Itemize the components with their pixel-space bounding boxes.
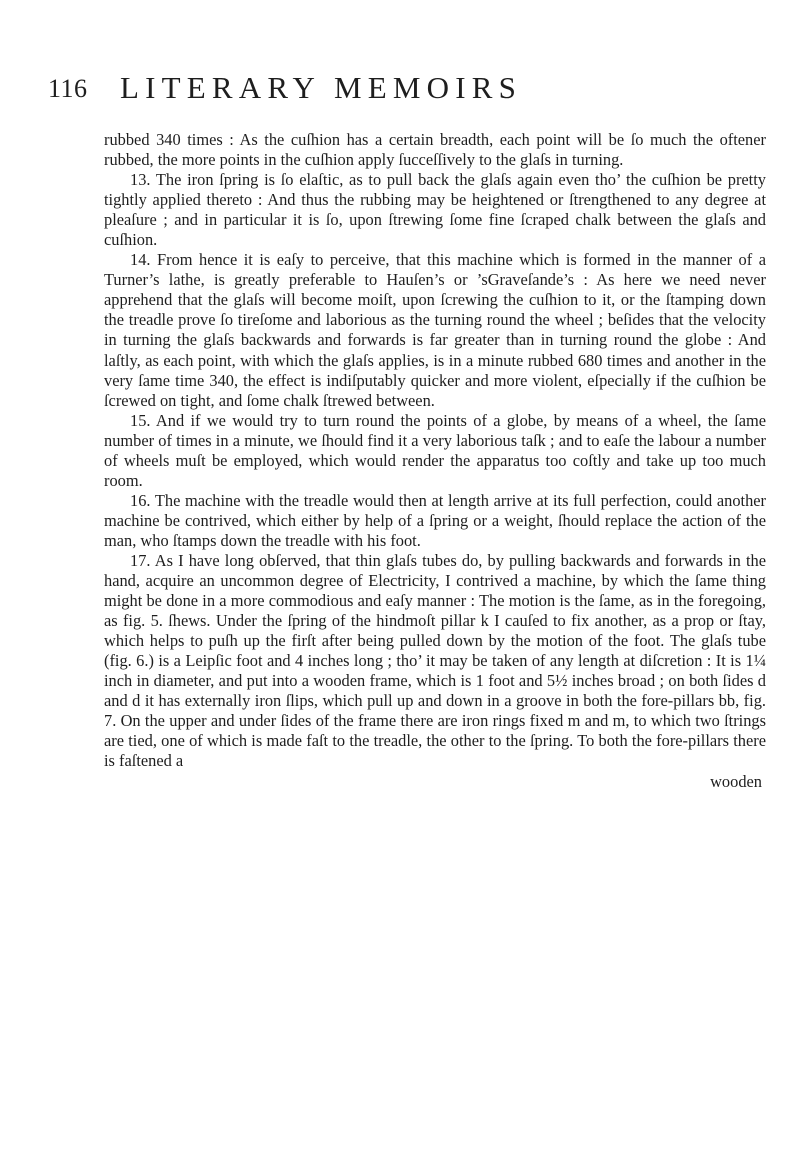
paragraph-16: 16. The machine with the treadle would then at length arrive at its full perfection, could another machine be contrived, which either by help of a ſpring or a weight, ſhould replace the action of the man, who ſtamps down the treadle with his foot. (104, 490, 766, 550)
paragraph-14: 14. From hence it is eaſy to perceive, that this machine which is formed in the manner of a Turner’s lathe, is greatly preferable to Hauſen’s or ’sGraveſande’s : As here we need never apprehend that the glaſs will become moiſt, upon ſcrewing the cuſhion to it, or the ſtamping down the treadle prove ſo tireſome and laborious as the turning round the wheel ; beſides that the velocity in turning the glaſs backwards and forwards is far greater than in turning round the globe : And laſtly, as each point, with which the glaſs applies, is in a minute rubbed 680 times and another in the very ſame time 340, the effect is indiſputably quicker and more violent, eſpecially if the cuſhion be ſcrewed on tight, and ſome chalk ſtrewed between. (104, 250, 766, 410)
page-header (48, 70, 760, 114)
catchword-line (104, 772, 766, 792)
paragraph-17: 17. As I have long obſerved, that thin glaſs tubes do, by pulling backwards and forwards in the hand, acquire an uncommon degree of Electricity, I contrived a machine, by which the ſame thing might be done in a more commodious and eaſy manner : The motion is the ſame, as in the foregoing, as fig. 5. ſhews. Under the ſpring of the hindmoſt pillar k I cauſed to fix another, as a prop or ſtay, which helps to puſh up the firſt after being pulled down by the motion of the foot. The glaſs tube (fig. 6.) is a Leipſic foot and 4 inches long ; tho’ it may be taken of any length at diſcretion : It is 1¼ inch in diameter, and put into a wooden frame, which is 1 foot and 5½ inches broad ; on both ſides d and d it has externally iron ſlips, which pull up and down in a groove in both the fore-pillars bb, fig. 7. On the upper and under ſides of the frame there are iron rings fixed m and m, to which two ſtrings are tied, one of which is made faſt to the treadle, the other to the ſpring. To both the fore-pillars there is faſtened a (104, 550, 766, 771)
page-number: 116 (48, 74, 88, 103)
body-text (104, 130, 766, 792)
paragraph-continuation: rubbed 340 times : As the cuſhion has a certain breadth, each point will be ſo much the oftener rubbed, the more points in the cuſhion apply ſucceſſively to the glaſs in turning. (104, 130, 766, 170)
paragraph-15: 15. And if we would try to turn round the points of a globe, by means of a wheel, the ſame number of times in a minute, we ſhould find it a very laborious taſk ; and to eaſe the labour a number of wheels muſt be employed, which would render the apparatus too coſtly and take up too much room. (104, 410, 766, 490)
catchword: wooden (710, 771, 762, 791)
running-head: LITERARY MEMOIRS (120, 70, 523, 105)
paragraph-13: 13. The iron ſpring is ſo elaſtic, as to pull back the glaſs again even tho’ the cuſhion be pretty tightly applied thereto : And thus the rubbing may be heightened or ſtrengthened to any degree at pleaſure ; and in particular it is ſo, upon ſtrewing ſome fine ſcraped chalk between the glaſs and cuſhion. (104, 170, 766, 250)
